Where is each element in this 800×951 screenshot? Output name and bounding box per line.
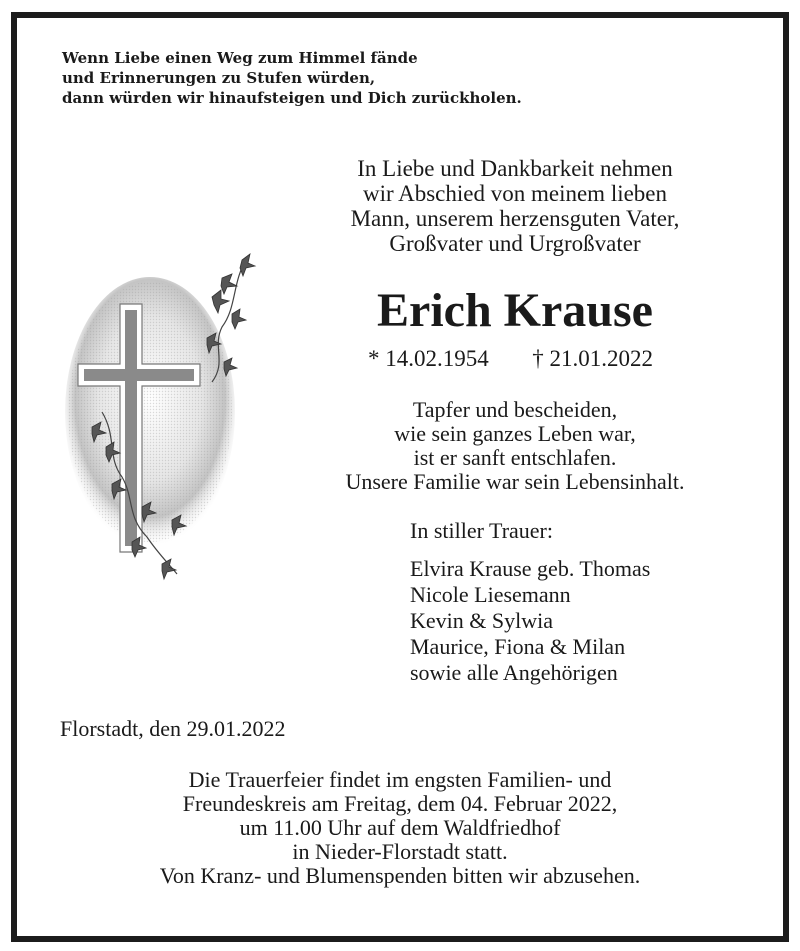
- epitaph-line: wie sein ganzes Leben war,: [394, 421, 636, 446]
- intro-text: [280, 156, 750, 256]
- quote-line: Wenn Liebe einen Weg zum Himmel fände: [62, 49, 418, 67]
- notice-line: Von Kranz- und Blumenspenden bitten wir abzusehen.: [159, 863, 641, 888]
- deceased-name: Erich Krause: [377, 284, 653, 337]
- intro-line: In Liebe und Dankbarkeit nehmen: [357, 156, 673, 181]
- place-date: Florstadt, den 29.01.2022: [60, 716, 286, 741]
- intro-line: wir Abschied von meinem lieben: [362, 181, 668, 206]
- mourner-name: sowie alle Angehörigen: [410, 660, 618, 685]
- funeral-notice: [40, 768, 760, 888]
- notice-line: um 11.00 Uhr auf dem Waldfriedhof: [239, 815, 561, 840]
- mourner-name: Kevin & Sylwia: [410, 608, 553, 633]
- quote-line: dann würden wir hinaufsteigen und Dich zurückholen.: [62, 89, 522, 107]
- mourners-heading: In stiller Trauer:: [410, 518, 553, 543]
- quote-line: und Erinnerungen zu Stufen würden,: [62, 69, 376, 87]
- mourner-name: Elvira Krause geb. Thomas: [410, 556, 651, 581]
- epitaph-line: Tapfer und bescheiden,: [412, 397, 618, 422]
- cross-icon: [62, 252, 262, 587]
- opening-quote: [62, 48, 682, 108]
- notice-line: Freundeskreis am Freitag, dem 04. Februar 2022,: [182, 791, 618, 816]
- intro-line: Mann, unserem herzensguten Vater,: [350, 206, 680, 231]
- intro-line: Großvater und Urgroßvater: [389, 231, 641, 256]
- epitaph: [270, 398, 760, 494]
- mourners-list: [410, 556, 650, 686]
- epitaph-line: Unsere Familie war sein Lebensinhalt.: [345, 469, 685, 494]
- mourner-name: Maurice, Fiona & Milan: [410, 634, 626, 659]
- notice-line: in Nieder-Florstadt statt.: [292, 839, 508, 864]
- death-date: † 21.01.2022: [532, 346, 653, 371]
- notice-line: Die Trauerfeier findet im engsten Familien- und: [188, 767, 612, 792]
- mourner-name: Nicole Liesemann: [410, 582, 571, 607]
- life-dates: [368, 345, 653, 373]
- epitaph-line: ist er sanft entschlafen.: [413, 445, 617, 470]
- birth-date: * 14.02.1954: [368, 346, 489, 371]
